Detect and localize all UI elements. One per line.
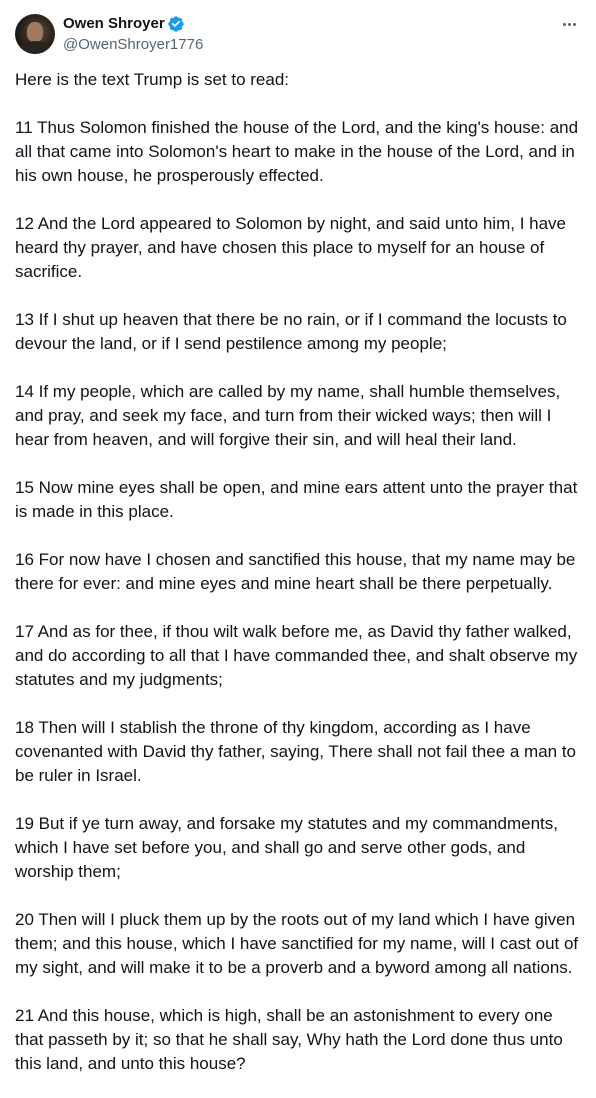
tweet-paragraph-verse-13: 13 If I shut up heaven that there be no rain, or if I command the locusts to devour the land, or if I send pestilence among my people; <box>15 310 567 353</box>
avatar-face <box>27 22 43 42</box>
more-horizontal-icon[interactable] <box>558 14 580 34</box>
author-display-name[interactable]: Owen Shroyer <box>63 15 165 32</box>
author-handle[interactable]: @OwenShroyer1776 <box>63 36 204 53</box>
tweet-paragraph-verse-12: 12 And the Lord appeared to Solomon by night, and said unto him, I have heard thy prayer, and have chosen this place to myself for an house of sacrifice. <box>15 214 566 281</box>
tweet-paragraph-verse-16: 16 For now have I chosen and sanctified this house, that my name may be there for ever: and mine eyes and mine heart shall be there perpetually. <box>15 550 576 593</box>
name-row <box>63 15 203 33</box>
tweet-paragraph-verse-18: 18 Then will I stablish the throne of thy kingdom, according as I have covenanted with David thy father, saying, There shall not fail thee a man to be ruler in Israel. <box>15 718 577 785</box>
tweet-paragraph-verse-19: 19 But if ye turn away, and forsake my statutes and my commandments, which I have set before you, and shall go and serve other gods, and worship them; <box>15 814 558 881</box>
more-dot <box>563 23 566 26</box>
tweet-paragraph-verse-14: 14 If my people, which are called by my name, shall humble themselves, and pray, and seek my face, and turn from their wicked ways; then will I hear from heaven, and will forgive their sin, and will heal their land. <box>15 382 561 449</box>
verified-badge-icon <box>167 15 185 33</box>
tweet-header <box>15 14 580 56</box>
tweet-paragraph-verse-17: 17 And as for thee, if thou wilt walk before me, as David thy father walked, and do according to all that I have commanded thee, and shalt observe my statutes and my judgments; <box>15 622 578 689</box>
avatar-shoulders <box>19 41 51 54</box>
tweet-paragraph-intro: Here is the text Trump is set to read: <box>15 70 290 89</box>
tweet-text <box>15 68 581 1076</box>
tweet-paragraph-verse-20: 20 Then will I pluck them up by the roots out of my land which I have given them; and this house, which I have sanctified for my name, will I cast out of my sight, and will make it to be a proverb and a byword among all nations. <box>15 910 579 977</box>
author-info <box>63 15 203 54</box>
tweet-paragraph-verse-21: 21 And this house, which is high, shall be an astonishment to every one that passeth by it; so that he shall say, Why hath the Lord done thus unto this land, and unto this house? <box>15 1006 563 1073</box>
tweet-paragraph-verse-11: 11 Thus Solomon finished the house of the Lord, and the king's house: and all that came into Solomon's heart to make in the house of the Lord, and in his own house, he prosperously effected. <box>15 118 579 185</box>
more-dot <box>568 23 571 26</box>
more-dot <box>573 23 576 26</box>
avatar[interactable] <box>15 14 55 54</box>
tweet-paragraph-verse-15: 15 Now mine eyes shall be open, and mine ears attent unto the prayer that is made in this place. <box>15 478 578 521</box>
